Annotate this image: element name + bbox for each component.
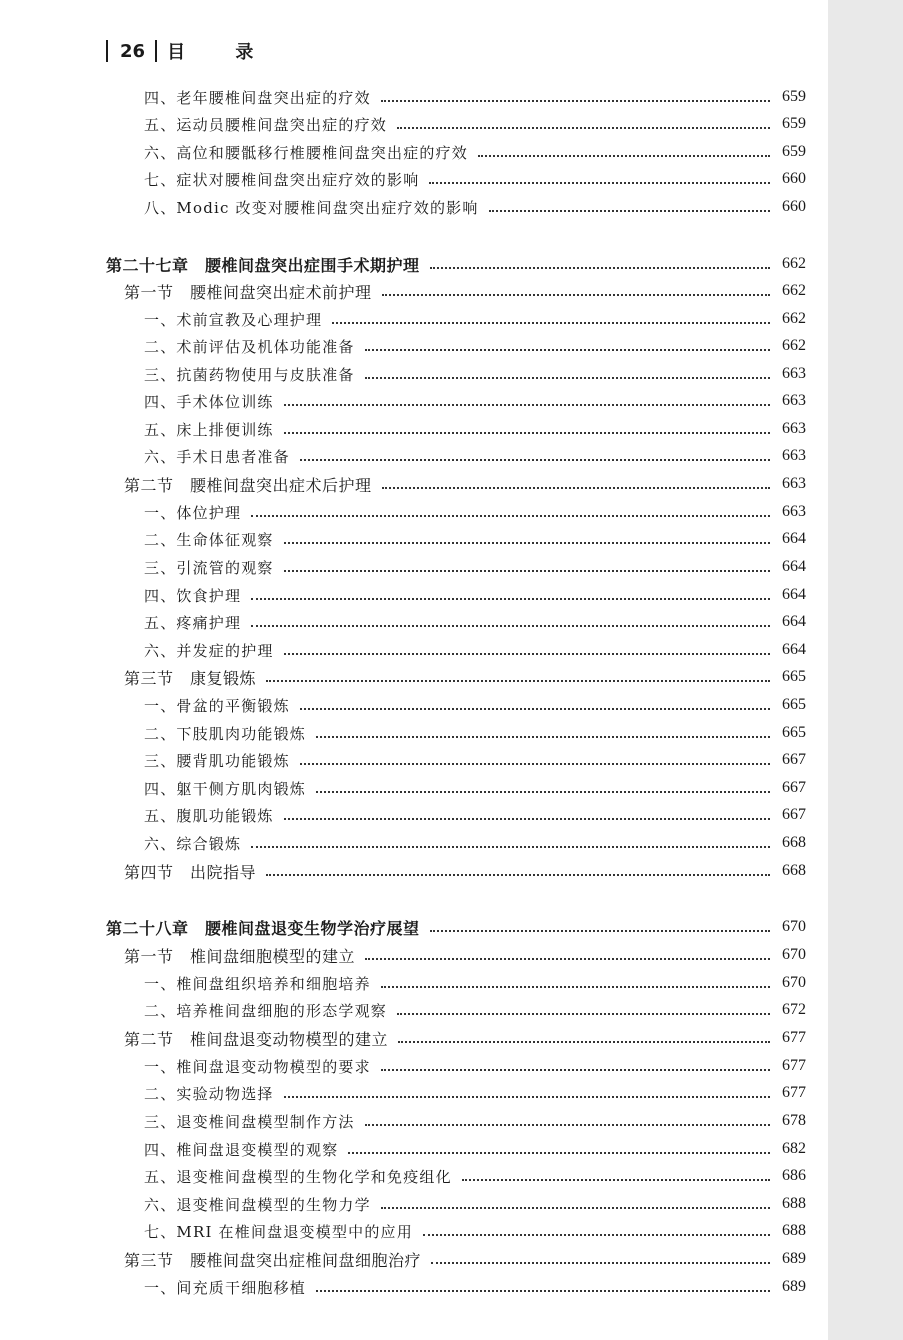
toc-entry-page-number: 663 bbox=[782, 475, 806, 492]
dot-leader bbox=[431, 1261, 770, 1264]
dot-leader bbox=[251, 624, 770, 627]
toc-item-entry[interactable] bbox=[106, 111, 806, 137]
toc-entry-label: 第一节 腰椎间盘突出症术前护理 bbox=[124, 282, 372, 302]
toc-item-entry[interactable] bbox=[106, 1163, 806, 1189]
toc-entry-label: 第一节 椎间盘细胞模型的建立 bbox=[124, 946, 356, 966]
toc-entry-label: 七、症状对腰椎间盘突出症疗效的影响 bbox=[144, 170, 420, 189]
toc-item-entry[interactable] bbox=[106, 1080, 806, 1106]
toc-entry-page-number: 663 bbox=[782, 420, 806, 437]
toc-entry-page-number: 670 bbox=[782, 946, 806, 963]
toc-entry-label: 二、术前评估及机体功能准备 bbox=[144, 337, 355, 356]
toc-entry-page-number: 667 bbox=[782, 751, 806, 768]
page-header bbox=[106, 38, 275, 64]
dot-leader bbox=[381, 985, 770, 988]
toc-entry-label: 第二十八章 腰椎间盘退变生物学治疗展望 bbox=[106, 918, 420, 938]
toc-entry-label: 四、饮食护理 bbox=[144, 586, 242, 605]
toc-entry-label: 四、躯干侧方肌肉锻炼 bbox=[144, 779, 307, 798]
dot-leader bbox=[365, 1123, 770, 1126]
toc-entry-label: 三、腰背肌功能锻炼 bbox=[144, 751, 290, 770]
toc-item-entry[interactable] bbox=[106, 970, 806, 996]
dot-leader bbox=[489, 209, 770, 212]
toc-entry-label: 六、高位和腰骶移行椎腰椎间盘突出症的疗效 bbox=[144, 143, 469, 162]
toc-entry-label: 三、退变椎间盘模型制作方法 bbox=[144, 1112, 355, 1131]
toc-entry-page-number: 689 bbox=[782, 1278, 806, 1295]
toc-entry-page-number: 662 bbox=[782, 282, 806, 299]
dot-leader bbox=[430, 929, 770, 932]
toc-entry-page-number: 677 bbox=[782, 1057, 806, 1074]
toc-item-entry[interactable] bbox=[106, 443, 806, 469]
toc-entry-label: 六、手术日患者准备 bbox=[144, 447, 290, 466]
toc-entry-label: 六、综合锻炼 bbox=[144, 834, 242, 853]
toc-entry-page-number: 664 bbox=[782, 613, 806, 630]
toc-entry-page-number: 660 bbox=[782, 198, 806, 215]
toc-entry-page-number: 667 bbox=[782, 806, 806, 823]
toc-entry-page-number: 677 bbox=[782, 1084, 806, 1101]
toc-section-entry[interactable] bbox=[106, 942, 806, 968]
toc-section-entry[interactable] bbox=[106, 858, 806, 884]
dot-leader bbox=[316, 1289, 770, 1292]
toc-item-entry[interactable] bbox=[106, 609, 806, 635]
toc-entry-page-number: 665 bbox=[782, 696, 806, 713]
toc-item-entry[interactable] bbox=[106, 1191, 806, 1217]
header-divider bbox=[155, 40, 157, 62]
toc-item-entry[interactable] bbox=[106, 499, 806, 525]
toc-entry-page-number: 662 bbox=[782, 310, 806, 327]
toc-entry-label: 四、椎间盘退变模型的观察 bbox=[144, 1140, 339, 1159]
dot-leader bbox=[316, 790, 770, 793]
dot-leader bbox=[398, 1040, 770, 1043]
dot-leader bbox=[430, 266, 770, 269]
toc-item-entry[interactable] bbox=[106, 306, 806, 332]
toc-chapter-entry[interactable] bbox=[106, 914, 806, 940]
toc-entry-page-number: 668 bbox=[782, 834, 806, 851]
toc-entry-label: 八、Modic 改变对腰椎间盘突出症疗效的影响 bbox=[144, 198, 479, 217]
dot-leader bbox=[251, 597, 770, 600]
toc-entry-page-number: 672 bbox=[782, 1001, 806, 1018]
toc-item-entry[interactable] bbox=[106, 333, 806, 359]
toc-entry-label: 一、椎间盘退变动物模型的要求 bbox=[144, 1057, 371, 1076]
dot-leader bbox=[462, 1178, 770, 1181]
toc-item-entry[interactable] bbox=[106, 194, 806, 220]
toc-entry-page-number: 664 bbox=[782, 530, 806, 547]
dot-leader bbox=[284, 569, 770, 572]
page-number: 26 bbox=[120, 40, 146, 62]
toc-entry-label: 二、下肢肌肉功能锻炼 bbox=[144, 724, 307, 743]
toc-item-entry[interactable] bbox=[106, 1218, 806, 1244]
toc-entry-label: 第二节 腰椎间盘突出症术后护理 bbox=[124, 475, 372, 495]
toc-entry-page-number: 682 bbox=[782, 1140, 806, 1157]
toc-entry-label: 一、体位护理 bbox=[144, 503, 242, 522]
dot-leader bbox=[365, 957, 770, 960]
dot-leader bbox=[300, 458, 770, 461]
toc-item-entry[interactable] bbox=[106, 166, 806, 192]
toc-entry-page-number: 659 bbox=[782, 143, 806, 160]
toc-entry-label: 第三节 康复锻炼 bbox=[124, 668, 257, 688]
toc-item-entry[interactable] bbox=[106, 554, 806, 580]
toc-entry-label: 六、并发症的护理 bbox=[144, 641, 274, 660]
dot-leader bbox=[332, 321, 770, 324]
dot-leader bbox=[397, 1012, 770, 1015]
toc-entry-page-number: 665 bbox=[782, 668, 806, 685]
toc-item-entry[interactable] bbox=[106, 747, 806, 773]
dot-leader bbox=[423, 1233, 770, 1236]
dot-leader bbox=[284, 403, 770, 406]
toc-item-entry[interactable] bbox=[106, 416, 806, 442]
dot-leader bbox=[381, 1206, 770, 1209]
toc-item-entry[interactable] bbox=[106, 582, 806, 608]
dot-leader bbox=[284, 431, 770, 434]
dot-leader bbox=[382, 293, 770, 296]
toc-section-entry[interactable] bbox=[106, 664, 806, 690]
toc-entry-page-number: 688 bbox=[782, 1222, 806, 1239]
toc-item-entry[interactable] bbox=[106, 775, 806, 801]
dot-leader bbox=[397, 126, 770, 129]
toc-chapter-entry[interactable] bbox=[106, 251, 806, 277]
toc-entry-page-number: 664 bbox=[782, 641, 806, 658]
toc-entry-page-number: 659 bbox=[782, 88, 806, 105]
toc-entry-label: 四、手术体位训练 bbox=[144, 392, 274, 411]
toc-entry-page-number: 665 bbox=[782, 724, 806, 741]
toc-item-entry[interactable] bbox=[106, 361, 806, 387]
toc-entry-label: 五、疼痛护理 bbox=[144, 613, 242, 632]
dot-leader bbox=[251, 845, 770, 848]
dot-leader bbox=[266, 679, 770, 682]
toc-entry-page-number: 670 bbox=[782, 974, 806, 991]
dot-leader bbox=[365, 376, 770, 379]
toc-item-entry[interactable] bbox=[106, 526, 806, 552]
dot-leader bbox=[348, 1151, 770, 1154]
toc-item-entry[interactable] bbox=[106, 720, 806, 746]
toc-item-entry[interactable] bbox=[106, 1053, 806, 1079]
toc-entry-page-number: 662 bbox=[782, 337, 806, 354]
toc-entry-page-number: 663 bbox=[782, 365, 806, 382]
dot-leader bbox=[381, 99, 770, 102]
toc-entry-page-number: 689 bbox=[782, 1250, 806, 1267]
dot-leader bbox=[382, 486, 770, 489]
dot-leader bbox=[284, 652, 770, 655]
toc-entry-page-number: 662 bbox=[782, 255, 806, 272]
toc-entry-label: 第三节 腰椎间盘突出症椎间盘细胞治疗 bbox=[124, 1250, 422, 1270]
toc-item-entry[interactable] bbox=[106, 830, 806, 856]
dot-leader bbox=[284, 1095, 770, 1098]
dot-leader bbox=[284, 817, 770, 820]
toc-item-entry[interactable] bbox=[106, 692, 806, 718]
toc-section-entry[interactable] bbox=[106, 1025, 806, 1051]
toc-entry-label: 一、骨盆的平衡锻炼 bbox=[144, 696, 290, 715]
toc-entry-label: 一、间充质干细胞移植 bbox=[144, 1278, 307, 1297]
toc-entry-label: 三、引流管的观察 bbox=[144, 558, 274, 577]
toc-section-entry[interactable] bbox=[106, 1246, 806, 1272]
toc-item-entry[interactable] bbox=[106, 139, 806, 165]
dot-leader bbox=[429, 181, 770, 184]
toc-entry-page-number: 663 bbox=[782, 447, 806, 464]
toc-entry-label: 二、实验动物选择 bbox=[144, 1084, 274, 1103]
toc-item-entry[interactable] bbox=[106, 1108, 806, 1134]
toc-entry-page-number: 670 bbox=[782, 918, 806, 935]
toc-entry-page-number: 678 bbox=[782, 1112, 806, 1129]
toc-entry-page-number: 668 bbox=[782, 862, 806, 879]
toc-entry-page-number: 677 bbox=[782, 1029, 806, 1046]
toc-entry-label: 六、退变椎间盘模型的生物力学 bbox=[144, 1195, 371, 1214]
toc-entry-page-number: 664 bbox=[782, 558, 806, 575]
toc-entry-label: 七、MRI 在椎间盘退变模型中的应用 bbox=[144, 1222, 413, 1241]
toc-entry-page-number: 663 bbox=[782, 503, 806, 520]
dot-leader bbox=[251, 514, 770, 517]
header-rule bbox=[106, 40, 108, 62]
toc-entry-page-number: 667 bbox=[782, 779, 806, 796]
toc-entry-page-number: 664 bbox=[782, 586, 806, 603]
dot-leader bbox=[300, 762, 770, 765]
toc-item-entry[interactable] bbox=[106, 1274, 806, 1300]
toc-entry-label: 五、退变椎间盘模型的生物化学和免疫组化 bbox=[144, 1167, 452, 1186]
toc-item-entry[interactable] bbox=[106, 388, 806, 414]
toc-entry-page-number: 660 bbox=[782, 170, 806, 187]
dot-leader bbox=[365, 348, 770, 351]
dot-leader bbox=[284, 541, 770, 544]
toc-section-entry[interactable] bbox=[106, 278, 806, 304]
toc-entry-page-number: 688 bbox=[782, 1195, 806, 1212]
dot-leader bbox=[316, 735, 770, 738]
toc-entry-page-number: 686 bbox=[782, 1167, 806, 1184]
dot-leader bbox=[478, 154, 770, 157]
toc-item-entry[interactable] bbox=[106, 637, 806, 663]
toc-item-entry[interactable] bbox=[106, 84, 806, 110]
toc-entry-label: 二、培养椎间盘细胞的形态学观察 bbox=[144, 1001, 388, 1020]
toc-entry-label: 二、生命体征观察 bbox=[144, 530, 274, 549]
toc-entry-label: 五、腹肌功能锻炼 bbox=[144, 806, 274, 825]
toc-entry-label: 三、抗菌药物使用与皮肤准备 bbox=[144, 365, 355, 384]
toc-entry-label: 四、老年腰椎间盘突出症的疗效 bbox=[144, 88, 371, 107]
dot-leader bbox=[266, 873, 770, 876]
toc-entry-page-number: 663 bbox=[782, 392, 806, 409]
toc-entry-label: 第二十七章 腰椎间盘突出症围手术期护理 bbox=[106, 255, 420, 275]
toc-item-entry[interactable] bbox=[106, 802, 806, 828]
toc-entry-label: 第四节 出院指导 bbox=[124, 862, 257, 882]
dot-leader bbox=[381, 1068, 770, 1071]
toc-item-entry[interactable] bbox=[106, 1136, 806, 1162]
dot-leader bbox=[300, 707, 770, 710]
toc-entry-label: 一、椎间盘组织培养和细胞培养 bbox=[144, 974, 371, 993]
toc-entry-label: 一、术前宣教及心理护理 bbox=[144, 310, 323, 329]
toc-entry-label: 第二节 椎间盘退变动物模型的建立 bbox=[124, 1029, 389, 1049]
toc-entry-label: 五、床上排便训练 bbox=[144, 420, 274, 439]
page-title: 目 录 bbox=[167, 42, 276, 63]
toc-section-entry[interactable] bbox=[106, 471, 806, 497]
toc-item-entry[interactable] bbox=[106, 997, 806, 1023]
toc-entry-page-number: 659 bbox=[782, 115, 806, 132]
toc-entry-label: 五、运动员腰椎间盘突出症的疗效 bbox=[144, 115, 388, 134]
